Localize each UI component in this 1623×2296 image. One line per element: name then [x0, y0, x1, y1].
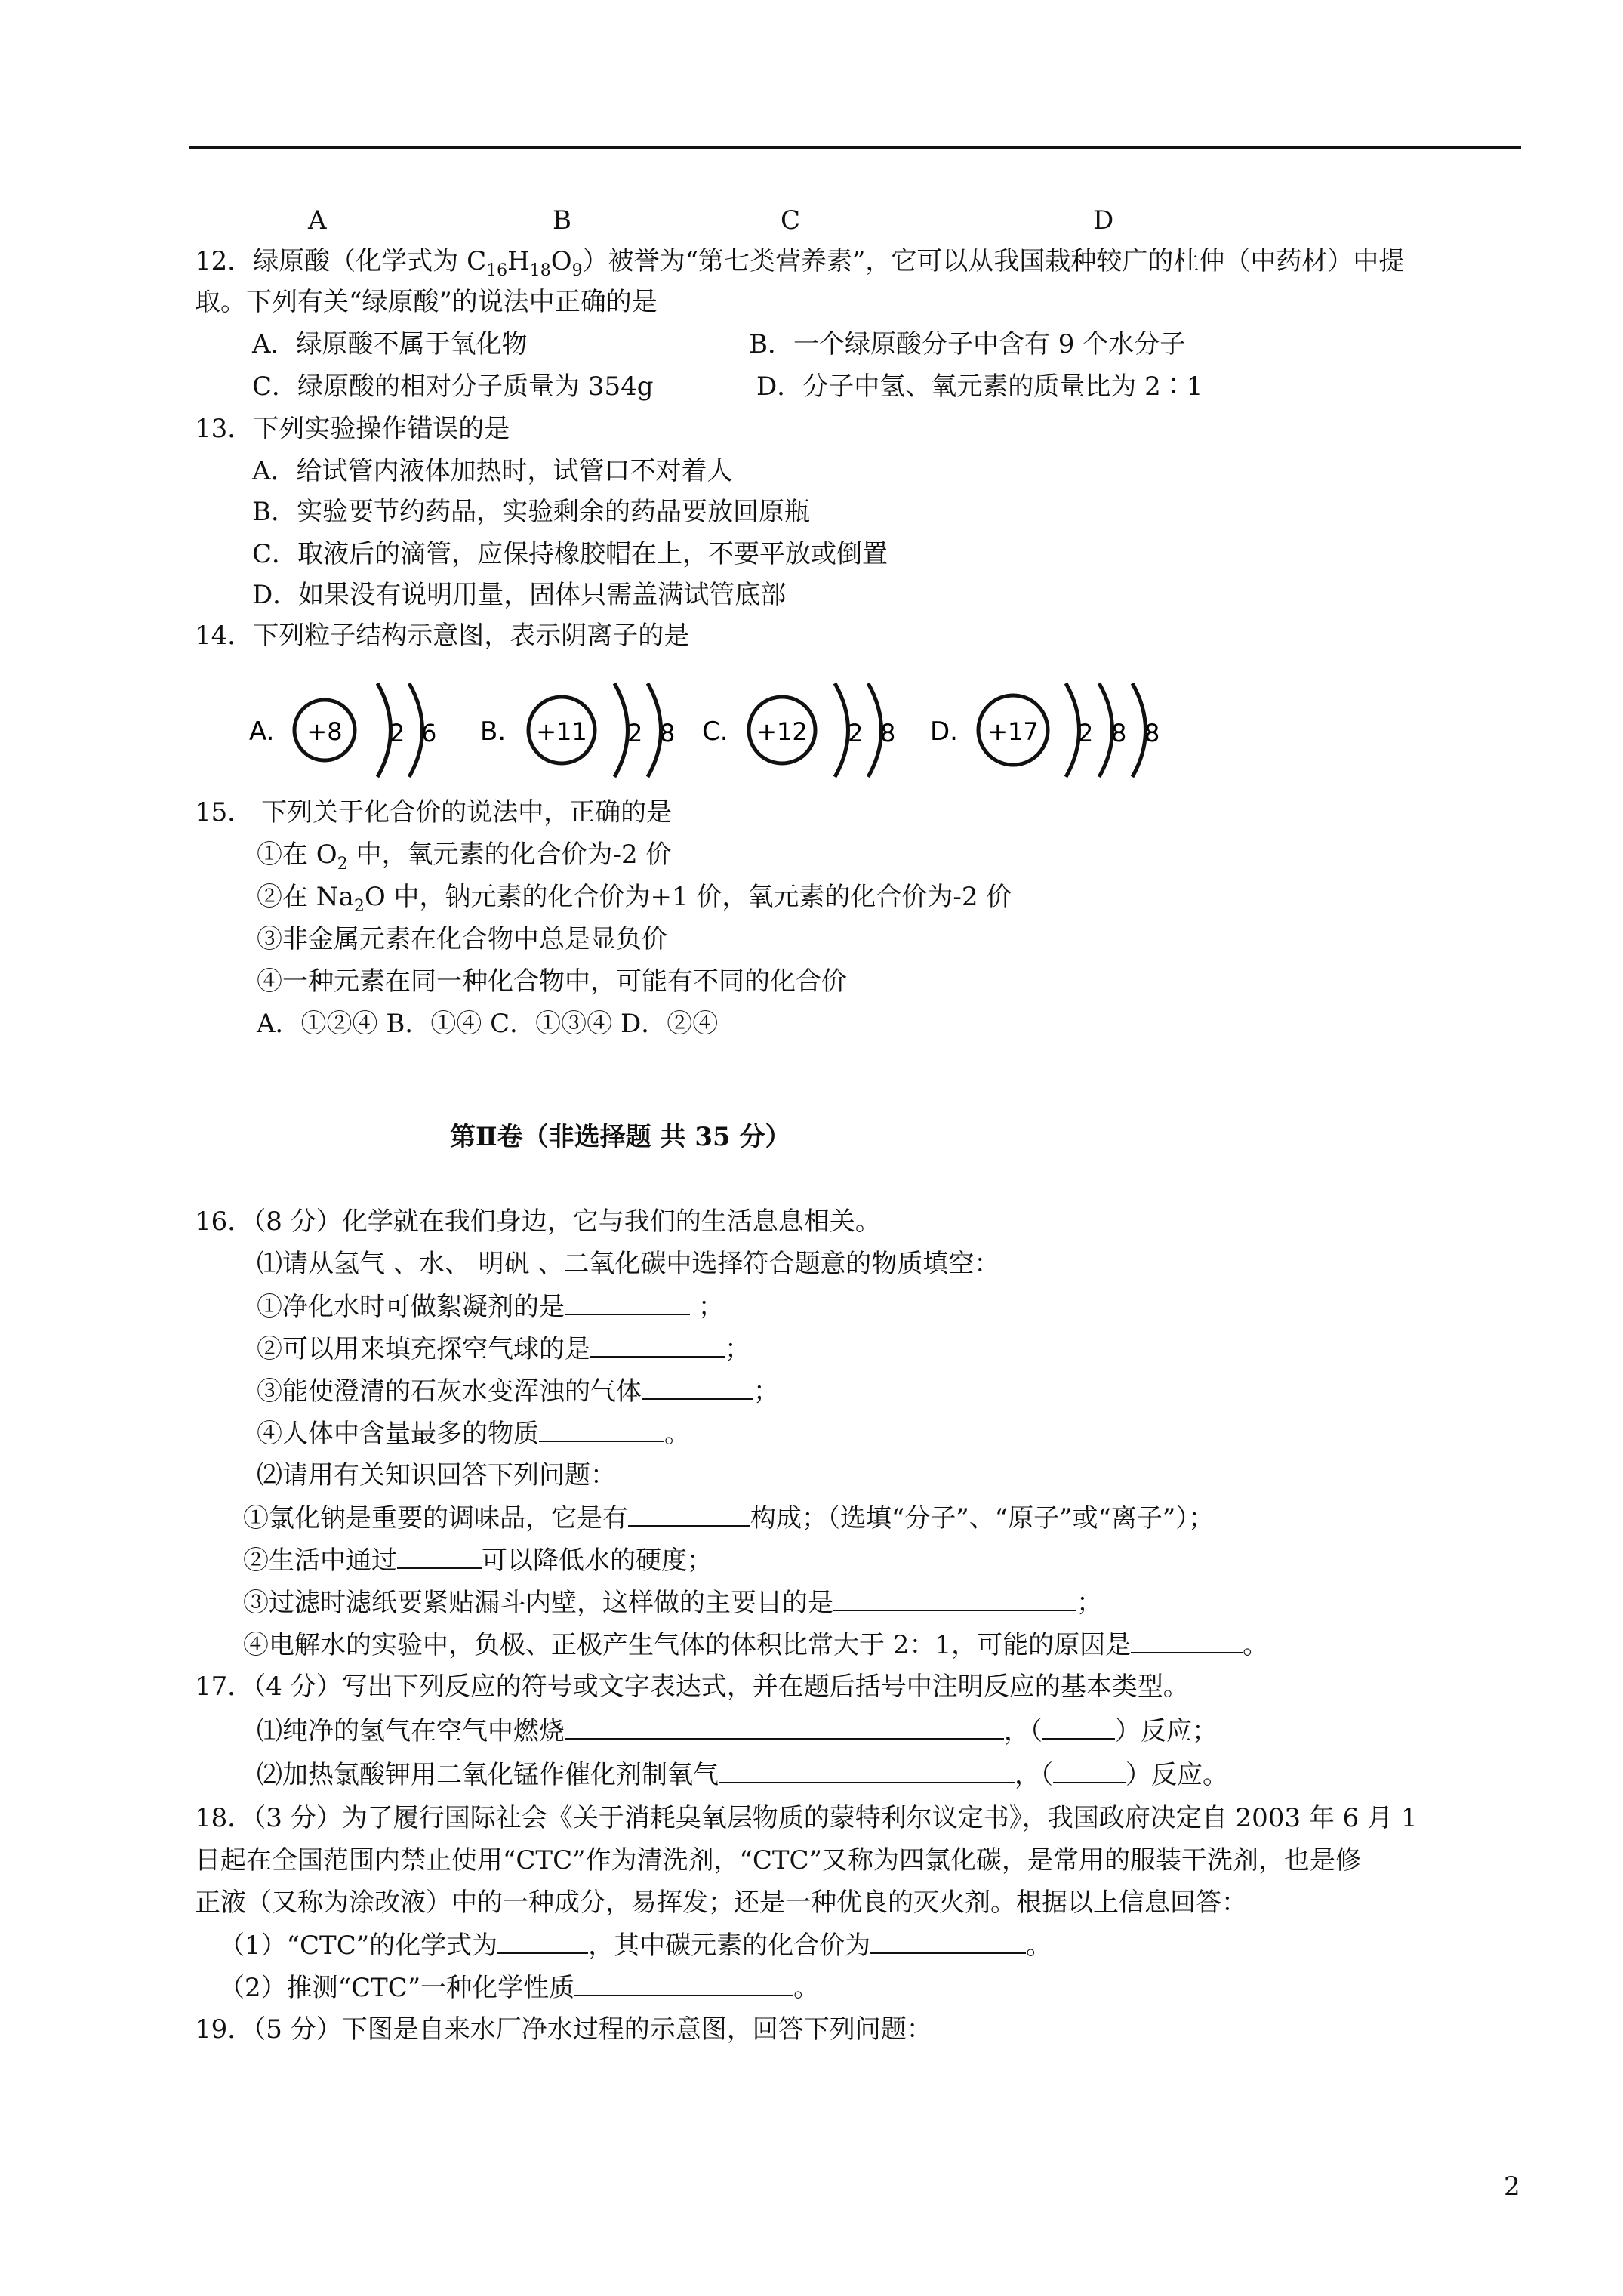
atom-b-shell-1-count: 2 [627, 719, 643, 747]
q13-option-b: B．实验要节约药品，实验剩余的药品要放回原瓶 [252, 497, 810, 527]
atom-d-shell-2 [1099, 683, 1113, 777]
atom-a-shell-1-count: 2 [390, 719, 405, 747]
atom-d-label: D. [930, 717, 958, 747]
atom-diagram-b [480, 672, 684, 785]
q12-option-c: C．绿原酸的相对分子质量为 354g [252, 371, 654, 402]
q16-part1-item3: ③能使澄清的石灰水变浑浊的气体 ； [257, 1376, 779, 1407]
q15-stem: 15． 下列关于化合价的说法中，正确的是 [195, 797, 673, 827]
q16-part1-item4: ④人体中含量最多的物质 。 [257, 1419, 690, 1449]
atom-a-nucleus-charge: +8 [306, 717, 343, 746]
choice-label-c: C [781, 205, 801, 236]
q14-stem: 14．下列粒子结构示意图，表示阴离子的是 [195, 621, 690, 651]
q18-text-line1: 18．（3 分）为了履行国际社会《关于消耗臭氧层物质的蒙特利尔议定书》，我国政府决定自 2003 年 6 月 1 [195, 1803, 1418, 1833]
answer-blank[interactable] [642, 1376, 753, 1400]
answer-blank[interactable] [397, 1545, 482, 1569]
atom-d-shell-2-count: 8 [1111, 719, 1127, 747]
answer-blank[interactable] [574, 1972, 793, 1996]
q17-part1: ⑴纯净的氢气在空气中燃烧 ，（ ）反应； [257, 1716, 1218, 1746]
q17-part2: ⑵加热氯酸钾用二氧化锰作催化剂制氧气 ，（ ）反应。 [257, 1760, 1228, 1790]
choice-label-d: D [1093, 205, 1114, 236]
atom-diagram-d [930, 672, 1172, 785]
q16-part2-item4: ④电解水的实验中，负极、正极产生气体的体积比常大于 2：1，可能的原因是 。 [243, 1630, 1269, 1660]
q18-part2: （2）推测“CTC”一种化学性质 。 [219, 1973, 820, 2003]
q16-part1: ⑴请从氢气 、水、 明矾 、二氧化碳中选择符合题意的物质填空： [257, 1249, 1000, 1279]
q18-part1: （1）“CTC”的化学式为 ，其中碳元素的化合价为 。 [219, 1931, 1052, 1961]
atom-b-label: B. [480, 717, 507, 747]
q12-stem-line1: 12．绿原酸（化学式为 $C_{16}H_{18}O_9$）被誉为“第七类营养素”，它可以从我国栽种较广的杜仲（中药材）中提 [195, 246, 1405, 280]
answer-blank[interactable] [565, 1291, 690, 1315]
answer-blank[interactable] [1131, 1629, 1243, 1653]
answer-blank[interactable] [565, 1715, 1004, 1740]
q16-part1-item2: ②可以用来填充探空气球的是 ； [257, 1334, 750, 1364]
q16-part1-item1: ①净化水时可做絮凝剂的是 ； [257, 1292, 724, 1322]
q13-option-a: A．给试管内液体加热时，试管口不对着人 [252, 456, 733, 486]
q13-stem: 13．下列实验操作错误的是 [195, 414, 510, 444]
q17-stem: 17．（4 分）写出下列反应的符号或文字表达式，并在题后括号中注明反应的基本类型。 [195, 1672, 1189, 1702]
atom-d-shell-1 [1066, 683, 1079, 777]
atom-d-nucleus-charge: +17 [987, 717, 1039, 746]
q16-part2-item2: ②生活中通过 可以降低水的硬度； [243, 1546, 713, 1576]
answer-blank[interactable] [628, 1502, 750, 1527]
atom-c-nucleus-charge: +12 [756, 717, 808, 746]
atom-d-shell-3-count: 8 [1144, 719, 1160, 747]
atom-b-nucleus-charge: +11 [536, 717, 587, 746]
q13-option-d: D．如果没有说明用量，固体只需盖满试管底部 [252, 580, 787, 610]
q16-stem: 16．（8 分）化学就在我们身边，它与我们的生活息息相关。 [195, 1207, 881, 1237]
q12-option-d: D．分子中氢、氧元素的质量比为 2∶1 [756, 371, 1203, 402]
page-number: 2 [1504, 2171, 1520, 2202]
atom-c-shell-2-count: 8 [880, 719, 896, 747]
q18-text-line2: 日起在全国范围内禁止使用“CTC”作为清洗剂，“CTC”又称为四氯化碳，是常用的服装干洗剂，也是修 [195, 1845, 1361, 1875]
q18-text-line3: 正液（又称为涂改液）中的一种成分，易挥发；还是一种优良的灭火剂。根据以上信息回答： [195, 1888, 1247, 1918]
answer-blank[interactable] [719, 1759, 1015, 1783]
atom-b-shell-1 [614, 683, 628, 777]
q16-part2-item1: ①氯化钠是重要的调味品，它是有 构成；（选填“分子”、“原子”或“离子”）； [243, 1503, 1215, 1533]
q13-option-c: C．取液后的滴管，应保持橡胶帽在上，不要平放或倒置 [252, 539, 888, 569]
q15-options: A．①②④ B．①④ C．①③④ D．②④ [257, 1009, 719, 1039]
q16-part2-item3: ③过滤时滤纸要紧贴漏斗内壁，这样做的主要目的是 ； [243, 1588, 1102, 1618]
answer-blank[interactable] [1042, 1715, 1115, 1740]
atom-a-shell-2-count: 6 [421, 719, 437, 747]
atom-a-shell-2 [409, 683, 423, 777]
q12-option-b: B．一个绿原酸分子中含有 9 个水分子 [749, 329, 1186, 359]
atom-c-shell-1-count: 2 [848, 719, 864, 747]
choice-label-a: A [308, 205, 327, 236]
atom-b-shell-2-count: 8 [660, 719, 676, 747]
q19-stem: 19．（5 分）下图是自来水厂净水过程的示意图，回答下列问题： [195, 2014, 932, 2045]
atom-diagram-a [249, 672, 453, 785]
answer-blank[interactable] [497, 1930, 588, 1954]
q15-statement-1: ①在 $O_2$ 中，氧元素的化合价为-2 价 [257, 840, 672, 874]
atom-c-label: C. [702, 717, 728, 747]
atom-diagram-c [702, 672, 906, 785]
atom-c-shell-1 [835, 683, 848, 777]
answer-blank[interactable] [1053, 1759, 1126, 1783]
choice-label-b: B [553, 205, 571, 236]
atom-c-shell-2 [868, 683, 882, 777]
section-2-title: 第Ⅱ卷（非选择题 共 35 分） [450, 1122, 791, 1152]
q16-part2: ⑵请用有关知识回答下列问题： [257, 1460, 616, 1490]
answer-blank[interactable] [870, 1930, 1026, 1954]
atom-d-shell-3 [1132, 683, 1146, 777]
q15-statement-3: ③非金属元素在化合物中总是显负价 [257, 924, 667, 954]
answer-blank[interactable] [539, 1418, 664, 1442]
q15-statement-2: ②在 $Na_2O$ 中，钠元素的化合价为+1 价，氧元素的化合价为-2 价 [257, 882, 1012, 916]
answer-blank[interactable] [833, 1587, 1076, 1611]
atom-b-shell-2 [648, 683, 661, 777]
header-rule [189, 146, 1521, 149]
atom-d-shell-1-count: 2 [1078, 719, 1094, 747]
q12-option-a: A．绿原酸不属于氧化物 [252, 329, 528, 359]
answer-blank[interactable] [590, 1333, 725, 1358]
q12-stem-line2: 取。下列有关“绿原酸”的说法中正确的是 [195, 287, 658, 317]
atom-a-label: A. [249, 717, 275, 747]
q15-statement-4: ④一种元素在同一种化合物中，可能有不同的化合价 [257, 966, 847, 997]
atom-a-shell-1 [377, 683, 391, 777]
